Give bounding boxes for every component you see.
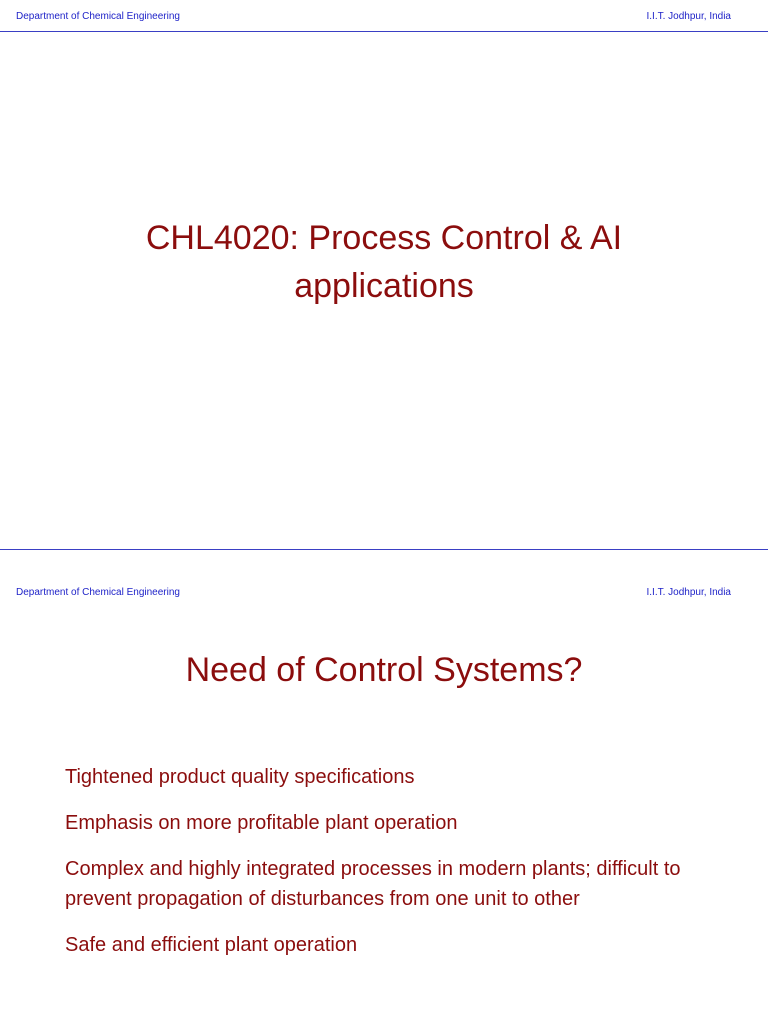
- bullet-item: Tightened product quality specifications: [65, 766, 415, 788]
- bullet-item: Emphasis on more profitable plant operation: [65, 812, 458, 834]
- course-title-line-2: applications: [294, 267, 474, 305]
- slide-need-of-control: [0, 576, 768, 1024]
- header-department: Department of Chemical Engineering: [16, 587, 180, 598]
- header-institute: I.I.T. Jodhpur, India: [646, 11, 731, 22]
- header-department: Department of Chemical Engineering: [16, 11, 180, 22]
- bullet-item: Complex and highly integrated processes in modern plants; difficult to prevent propagation of disturbances from one unit to other: [65, 858, 681, 910]
- bullet-item: Safe and efficient plant operation: [65, 934, 358, 956]
- course-title-line-1: CHL4020: Process Control & AI: [145, 219, 623, 257]
- course-title: [84, 214, 684, 310]
- slide-heading: Need of Control Systems?: [185, 651, 583, 689]
- header-institute: I.I.T. Jodhpur, India: [646, 587, 731, 598]
- header-rule: [0, 31, 768, 32]
- bullet-list: [65, 762, 705, 976]
- footer-rule: [0, 549, 768, 550]
